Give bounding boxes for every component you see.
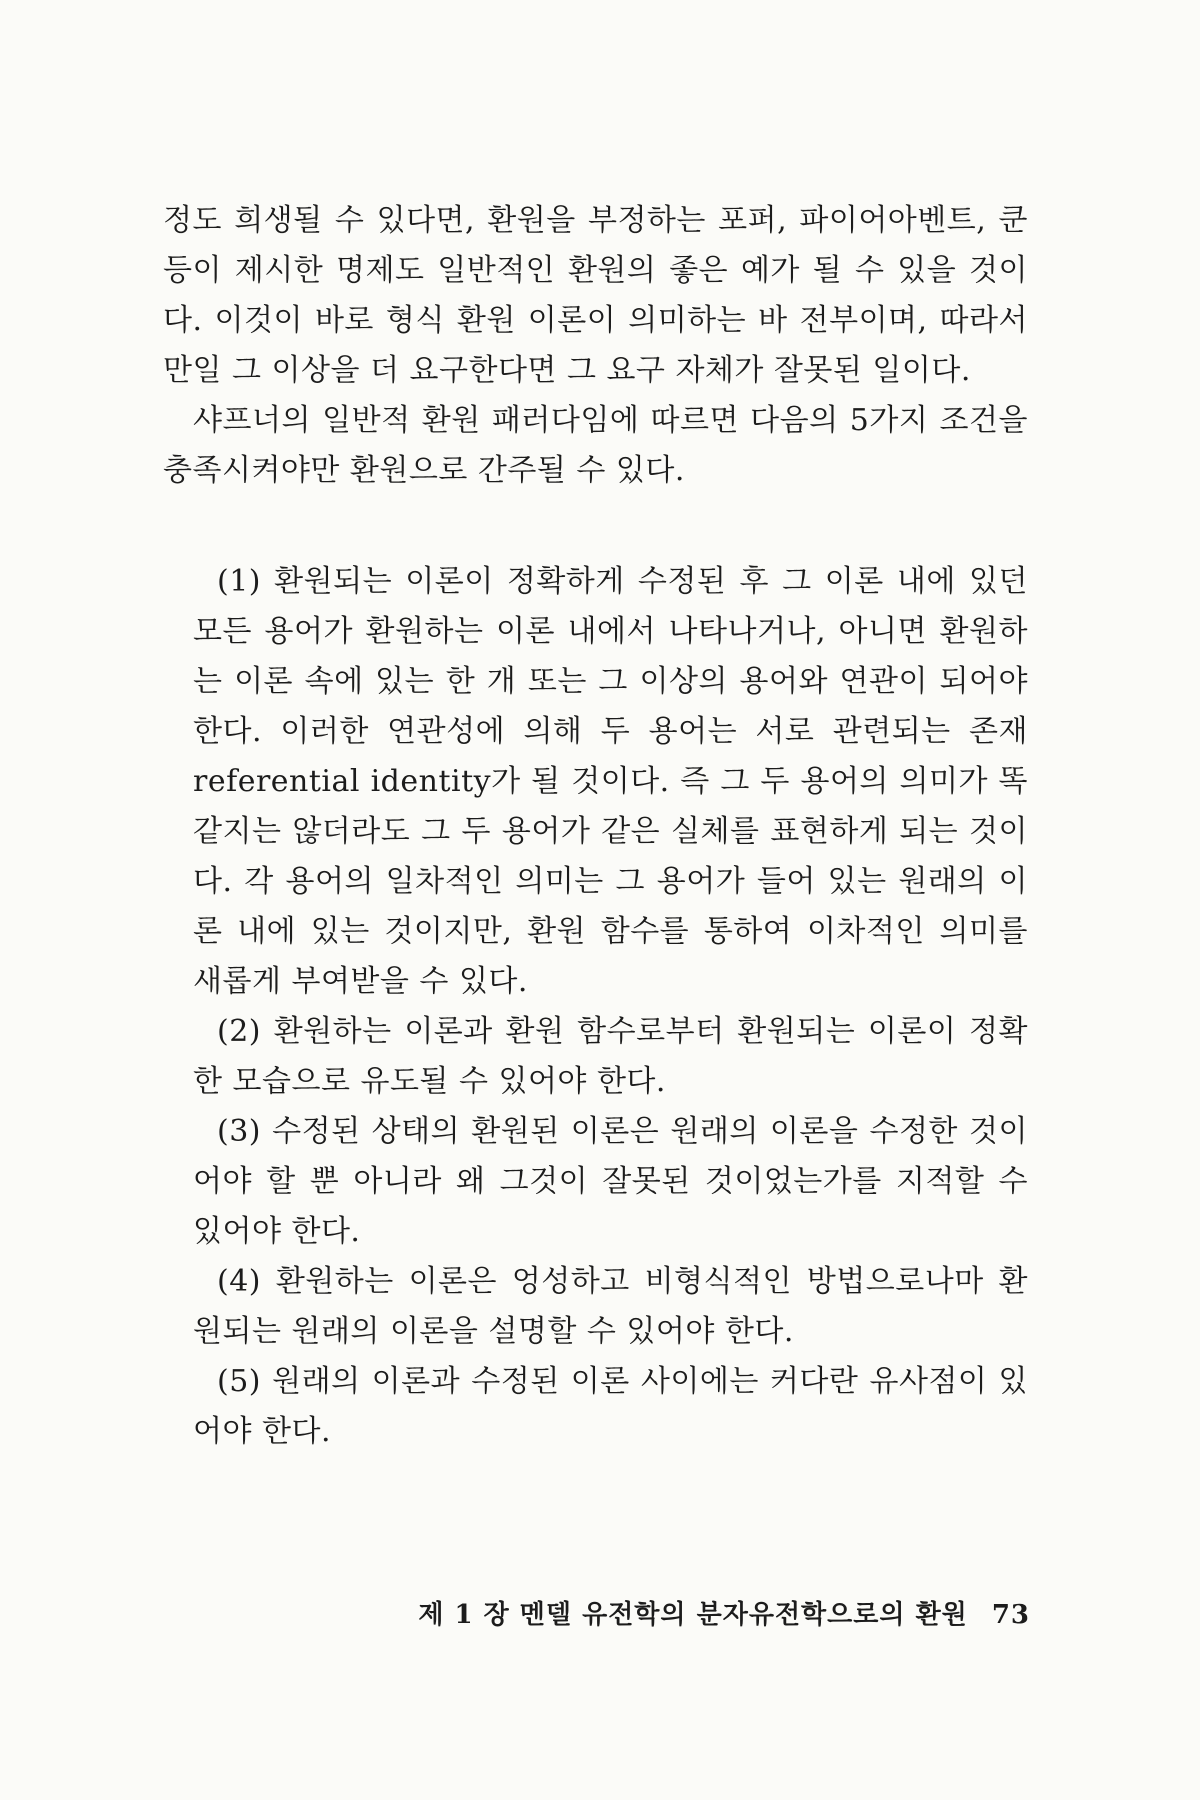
condition-2: (2) 환원하는 이론과 환원 함수로부터 환원되는 이론이 정확한 모습으로 유도될 수 있어야 한다. bbox=[193, 1014, 1028, 1099]
page-number: 73 bbox=[991, 1600, 1030, 1630]
intro-text bbox=[163, 196, 1028, 496]
intro-paragraph-1: 정도 희생될 수 있다면, 환원을 부정하는 포퍼, 파이어아벤트, 쿤 등이 제시한 명제도 일반적인 환원의 좋은 예가 될 수 있을 것이다. 이것이 바로 형식 환원 이론이 의미하는 바 전부이며, 따라서 만일 그 이상을 더 요구한다면 그 요구 자체가 잘못된 일이다. bbox=[163, 203, 1028, 388]
page-footer bbox=[370, 1594, 1030, 1631]
condition-3: (3) 수정된 상태의 환원된 이론은 원래의 이론을 수정한 것이어야 할 뿐 아니라 왜 그것이 잘못된 것이었는가를 지적할 수 있어야 한다. bbox=[193, 1114, 1028, 1249]
condition-1: (1) 환원되는 이론이 정확하게 수정된 후 그 이론 내에 있던 모든 용어가 환원하는 이론 내에서 나타나거나, 아니면 환원하는 이론 속에 있는 한 개 또는 그 이상의 용어와 연관이 되어야 한다. 이러한 연관성에 의해 두 용어는 서로 관련되는 존재 referential identity가 될 것이다. 즉 그 두 용어의 의미가 똑같지는 않더라도 그 두 용어가 같은 실체를 표현하게 되는 것이다. 각 용어의 일차적인 의미는 그 용어가 들어 있는 원래의 이론 내에 있는 것이지만, 환원 함수를 통하여 이차적인 의미를 새롭게 부여받을 수 있다. bbox=[193, 564, 1028, 999]
condition-5: (5) 원래의 이론과 수정된 이론 사이에는 커다란 유사점이 있어야 한다. bbox=[193, 1364, 1028, 1449]
condition-4: (4) 환원하는 이론은 엉성하고 비형식적인 방법으로나마 환원되는 원래의 이론을 설명할 수 있어야 한다. bbox=[193, 1264, 1028, 1349]
intro-paragraph-2: 샤프너의 일반적 환원 패러다임에 따르면 다음의 5가지 조건을 충족시켜야만 환원으로 간주될 수 있다. bbox=[163, 403, 1028, 488]
chapter-running-title: 제 1 장 멘델 유전학의 분자유전학으로의 환원 bbox=[418, 1600, 968, 1630]
conditions-list bbox=[193, 557, 1028, 1457]
